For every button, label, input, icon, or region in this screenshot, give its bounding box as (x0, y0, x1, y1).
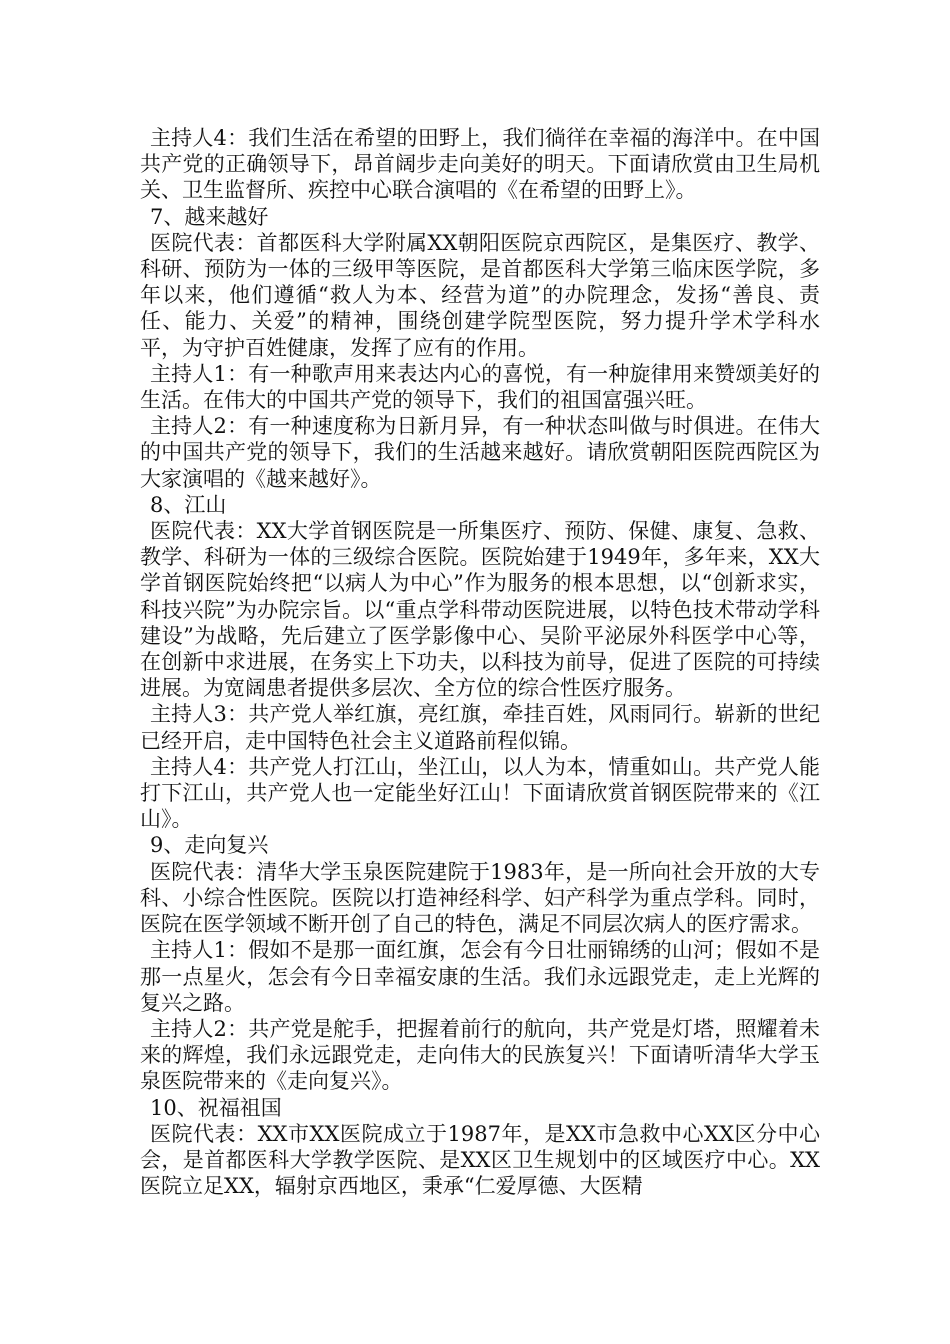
paragraph: 主持人1：有一种歌声用来表达内心的喜悦，有一种旋律用来赞颂美好的生活。在伟大的中国共产党的领导下，我们的祖国富强兴旺。 (140, 361, 820, 413)
paragraph: 主持人2：有一种速度称为日新月异，有一种状态叫做与时俱进。在伟大的中国共产党的领导下，我们的生活越来越好。请欣赏朝阳医院西院区为大家演唱的《越来越好》。 (140, 414, 820, 491)
paragraph: 主持人2：共产党是舵手，把握着前行的航向，共产党是灯塔，照耀着未来的辉煌，我们永远跟党走，走向伟大的民族复兴！下面请听清华大学玉泉医院带来的《走向复兴》。 (140, 1016, 820, 1094)
paragraph: 主持人4：我们生活在希望的田野上，我们徜徉在幸福的海洋中。在中国共产党的正确领导下，昂首阔步走向美好的明天。下面请欣赏由卫生局机关、卫生监督所、疾控中心联合演唱的《在希望的田野上》。 (140, 126, 820, 203)
paragraph: 医院代表：XX市XX医院成立于1987年，是XX市急救中心XX区分中心会，是首都医科大学教学医院、是XX区卫生规划中的区域医疗中心。XX医院立足XX，辐射京西地区，秉承“仁爱厚德、大医精 (140, 1121, 820, 1199)
paragraph: 医院代表：首都医科大学附属XX朝阳医院京西院区，是集医疗、教学、科研、预防为一体的三级甲等医院，是首都医科大学第三临床医学院，多年以来，他们遵循“救人为本、经营为道”的办院理念，发扬“善良、责任、能力、关爱”的精神，围绕创建学院型医院，努力提升学术学科水平，为守护百姓健康，发挥了应有的作用。 (140, 230, 820, 360)
section-heading: 10、祝福祖国 (150, 1095, 282, 1120)
paragraph: 主持人4：共产党人打江山，坐江山，以人为本，情重如山。共产党人能打下江山，共产党人也一定能坐好江山！下面请欣赏首钢医院带来的《江山》。 (140, 754, 820, 832)
section-heading: 9、走向复兴 (150, 833, 269, 858)
section-heading: 7、越来越好 (150, 204, 269, 229)
paragraph: 主持人3：共产党人举红旗，亮红旗，牵挂百姓，风雨同行。崭新的世纪已经开启，走中国特色社会主义道路前程似锦。 (140, 702, 820, 753)
paragraph: 主持人1：假如不是那一面红旗，怎会有今日壮丽锦绣的山河；假如不是那一点星火，怎会有今日幸福安康的生活。我们永远跟党走，走上光辉的复兴之路。 (140, 938, 820, 1015)
document-body (140, 125, 820, 1199)
section-heading: 8、江山 (150, 492, 227, 517)
paragraph: 医院代表：清华大学玉泉医院建院于1983年，是一所向社会开放的大专科、小综合性医院。医院以打造神经科学、妇产科学为重点学科。同时，医院在医学领域不断开创了自己的特色，满足不同层次病人的医疗需求。 (140, 859, 820, 937)
paragraph: 医院代表：XX大学首钢医院是一所集医疗、预防、保健、康复、急救、教学、科研为一体的三级综合医院。医院始建于1949年，多年来，XX大学首钢医院始终把“以病人为中心”作为服务的根本思想，以“创新求实，科技兴院”为办院宗旨。以“重点学科带动医院进展，以特色技术带动学科建设”为战略，先后建立了医学影像中心、吴阶平泌尿外科医学中心等，在创新中求进展，在务实上下功夫，以科技为前导，促进了医院的可持续进展。为宽阔患者提供多层次、全方位的综合性医疗服务。 (140, 519, 820, 701)
